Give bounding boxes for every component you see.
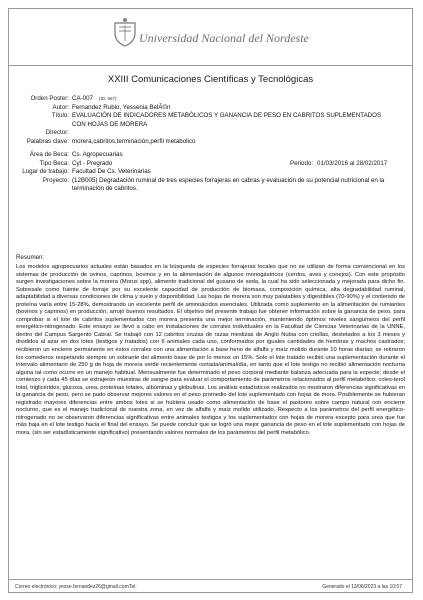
lugar-trabajo-label: Lugar de trabajo:	[22, 168, 69, 175]
periodo-value: 01/03/2016 al 28/02/2017	[317, 159, 388, 167]
palabras-clave-label: Palabras clave:	[26, 137, 69, 145]
university-name: Universidad Nacional del Nordeste	[139, 31, 309, 45]
orden-poster-row	[9, 95, 412, 104]
tipo-beca-label: Tipo Beca:	[39, 159, 69, 167]
orden-poster-value: CA-007	[72, 95, 93, 102]
proyecto-row	[9, 177, 412, 194]
orden-poster-label: Orden Poster:	[30, 95, 69, 102]
autor-label: Autor:	[52, 103, 69, 111]
periodo-label: Periodo:	[290, 159, 314, 167]
lugar-trabajo-row	[9, 168, 412, 177]
orden-poster-id: (ID: 667)	[98, 96, 117, 101]
area-beca-row	[9, 151, 412, 160]
palabras-clave-row	[9, 138, 412, 147]
director-label: Director:	[45, 129, 69, 136]
document-header	[9, 9, 412, 65]
resumen-label: Resumen:	[16, 254, 45, 261]
page-title: XXIII Comunicaciones Científicas y Tecnológicas	[107, 74, 314, 85]
university-crest-icon	[112, 17, 138, 47]
tipo-beca-row	[9, 160, 412, 169]
header-divider	[9, 65, 412, 66]
footer-tel: Tel:	[129, 584, 137, 590]
area-beca-label: Área de Beca:	[29, 151, 69, 158]
area-beca-value: Cs. Agropecuarias	[72, 151, 123, 158]
footer-email: Correo electrónico: yesse.fernandez26@gmail.com	[15, 584, 129, 590]
titulo-label: Título:	[51, 112, 69, 119]
tipo-beca-value: Cyt - Pregrado	[72, 159, 113, 167]
proyecto-label: Proyecto:	[42, 176, 69, 184]
document-page	[8, 8, 413, 593]
titulo-value: EVALUACIÓN DE INDICADORES METABÓLICOS Y GANANCIA DE PESO EN CABRITOS SUPLEMENTADOS CON HOJAS DE MORERA	[72, 112, 382, 128]
resumen-text: Los modelos agropecuarios actuales están basados en la búsqueda de especies forrajeras locales que no se utilizan de forma convencional en los sistemas de producción de ovinos, caprinos, bovinos y en la alimentación de algunos monogástricos (cerdos, aves y conejos). Con este propósito surgen investigaciones sobre la morera (Morus spp), alimento tradicional del gusano de seda, la cual ha sido seleccionada y mejorada para dicho fin. Sobresale como fuente de forraje por su excelente capacidad de producción de biomasa, composición química, alta degradabilidad ruminal, adaptabilidad a diversas condiciones de clima y suelo y disponibilidad. Las hojas de morera son muy palatables y digestibles (70-90%) y el contenido de proteína varía entre 15-28%, demostrando un excelente perfil de aminoácidos esenciales. Utilizada como suplemento en la alimentación de rumiantes (bovinos y caprinos) en producción, arrojó buenos resultados. El objetivo del presente trabajo fue obtener información sobre la ganancia de peso, para comprobar si el lote de cabritos suplementados con morera presenta una mejor terminación, manteniendo óptimos niveles sanguíneos del perfil energético-nitrogenado. Este ensayo se llevó a cabo en instalaciones de corrales individuales en la Facultad de Ciencias Veterinarias de la UNNE, dentro del Campus Sargento Cabral. Se trabajó con 12 cabritos cruzas de razas mestizas de Anglo Nubia con criollas, destetados a los 3 meses y divididos al azar en dos lotes (testigos y tratados) con 6 animales cada uno, conformados por iguales cantidades de hembras y machos castrados; recibieron un encierre permanente en estos corrales con una alimentación a base heno de alfalfa y maíz molido durante 10 horas diarias; se retiraron los comederos respetando siempre un sobrante del alimento base de por lo menos un 15%. Solo el lote tratado recibió una suplementación durante el intervalo alimentario de 250 g de hoja de morera verde recientemente cortada/animal/día, en tanto que el lote testigo no recibió alimentación nocturna alguna tal como ocurre en un manejo habitual. Mensualmente fue determinado el peso corporal mediante balanza adecuada para la especie; desde el comienzo y cada 45 días se extrajeron muestras de sangre para evaluar el comportamiento de parámetros relacionados al perfil metabólico: coles-terol total, triglicéridos, glucosa, urea, proteínas totales, albúminas y globulinas. Los análisis estadísticos realizados no mostraron diferencias significativas en la ganancia de peso, pero se pudo observar mejores valores en el peso promedio del lote suplementado con hojas de mora. Posiblemente se hubieran registrado mayores diferencias entre ambos lotes si se hubiera usado como alimentación de base el pastoreo sobre campo natural con encierre nocturno, que es el manejo tradicional de nuestra zona, en vez de alfalfa y maíz molido utilizado. Respecto a los parámetros del perfil energético-nitrogenado no se observaron diferencias significativas entre animales testigos y los suplementados con hojas de morera excepto para urea que fue más baja en el lote testigo hacia el final del ensayo. Se puede concluir que se logró una mejor ganancia de peso en el lote suplementado con hojas de mora, (sin ser estadísticamente significativo) presentando valores normales de los parámetros del perfil metabólico.	[16, 264, 405, 437]
metadata-block	[9, 95, 412, 194]
titulo-row	[9, 112, 412, 129]
periodo	[286, 160, 387, 169]
lugar-trabajo-value: Facultad De Cs. Veterinarias	[72, 168, 151, 175]
proyecto-value: (12B005) Degradación ruminal de tres especies forrajeras en cabras y evaluación de su potencial nutricional en la terminación de cabritos.	[72, 176, 385, 192]
autor-row	[9, 104, 412, 113]
palabras-clave-value: morera,cabritos,terminación,perfil metabolico	[72, 137, 196, 145]
footer-generated: Generado el 13/06/2023 a las 10:57	[322, 584, 402, 590]
autor-value: Fernandez Rubio, Yessenia BelÃ©n	[72, 103, 171, 111]
director-value	[72, 129, 412, 138]
document-footer	[9, 579, 412, 592]
director-row	[9, 129, 412, 138]
